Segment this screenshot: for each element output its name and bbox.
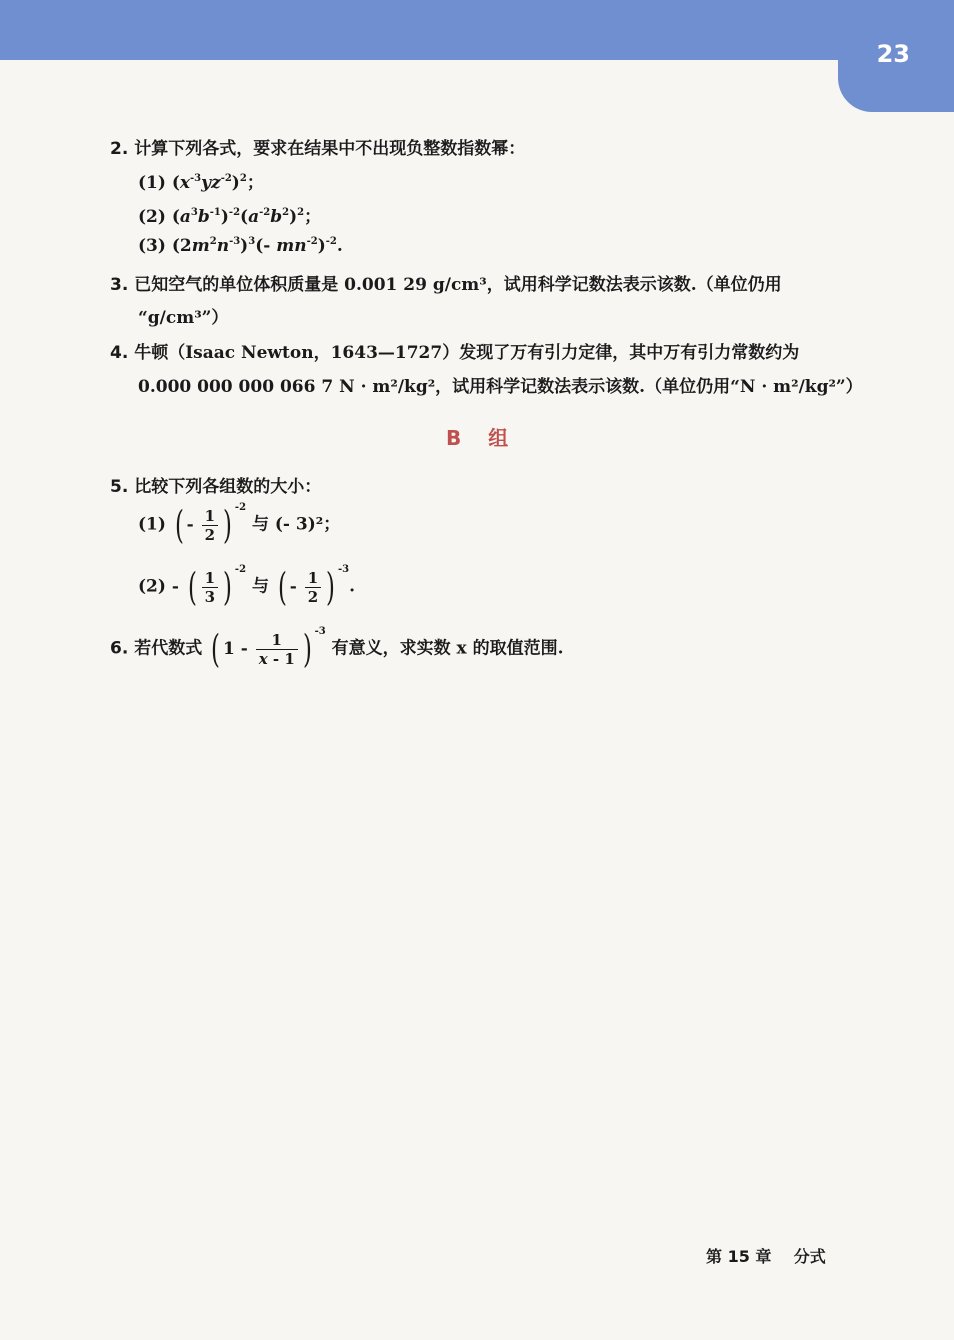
problem-text: 比较下列各组数的大小： bbox=[134, 477, 322, 497]
page-footer bbox=[706, 1244, 826, 1267]
math-expression: - ( $\frac{1}{3}$ ) $^{-2}$ bbox=[171, 563, 247, 609]
problem-number: 5. bbox=[110, 477, 129, 497]
connector-text: 与 bbox=[251, 514, 269, 535]
item-label: (1) bbox=[138, 514, 166, 535]
problem-5-item-1 bbox=[138, 501, 341, 547]
problem-6 bbox=[110, 625, 564, 671]
math-expression: ( 1 - $\frac{1}{x - 1}$ ) $^{-3}$ bbox=[211, 625, 326, 671]
problem-number: 4. bbox=[110, 343, 129, 363]
footer-title: 分式 bbox=[793, 1247, 826, 1266]
footer-chapter: 第 15 章 bbox=[706, 1247, 772, 1266]
problem-lead-text: 若代数式 bbox=[134, 638, 203, 659]
problem-3 bbox=[110, 270, 782, 295]
problem-number: 2. bbox=[110, 139, 129, 159]
item-label: (3) bbox=[138, 236, 166, 256]
problem-text: 已知空气的单位体积质量是 0.001 29 g/cm³，试用科学记数法表示该数.（单位仍用 bbox=[134, 275, 782, 295]
item-label: (1) bbox=[138, 173, 166, 193]
math-expression: ( - $\frac{1}{2}$ ) $^{-2}$ bbox=[174, 501, 247, 547]
item-label: (2) bbox=[138, 207, 166, 227]
connector-text: 与 bbox=[251, 576, 269, 597]
problem-2-item-3 bbox=[138, 236, 343, 256]
math-expression: $(a^3b^{-1})^{-2}(a^{-2}b^2)^2$； bbox=[171, 207, 322, 227]
problem-5-item-2 bbox=[138, 563, 355, 609]
item-label: (2) bbox=[138, 576, 166, 597]
problem-4-continued: 0.000 000 000 066 7 N · m²/kg²，试用科学记数法表示该数.（单位仍用“N · m²/kg²”） bbox=[138, 377, 863, 397]
math-expression: ( - $\frac{1}{2}$ ) $^{-3}$ bbox=[277, 563, 350, 609]
problem-4 bbox=[110, 338, 799, 363]
problem-3-continued: “g/cm³”） bbox=[138, 308, 229, 328]
end-punct: . bbox=[349, 576, 355, 597]
problem-number: 6. bbox=[110, 638, 129, 659]
problem-2-item-2 bbox=[138, 202, 321, 227]
problem-5 bbox=[110, 472, 321, 497]
math-expression-rhs: (- 3)²； bbox=[274, 514, 341, 535]
problem-tail-text: 有意义，求实数 x 的取值范围. bbox=[331, 638, 564, 659]
problem-text: 计算下列各式，要求在结果中不出现负整数指数幂： bbox=[134, 139, 526, 159]
problem-number: 3. bbox=[110, 275, 129, 295]
math-expression: $(x^{-3}yz^{-2})^2$； bbox=[171, 173, 264, 193]
top-color-band bbox=[0, 0, 954, 60]
problem-2-item-1 bbox=[138, 168, 264, 193]
page-number: 23 bbox=[876, 40, 910, 68]
group-b-title: B 组 bbox=[446, 426, 519, 450]
problem-2 bbox=[110, 134, 525, 159]
math-expression: $(2m^2n^{-3})^3(-$ $mn^{-2})^{-2}$. bbox=[171, 236, 343, 256]
problem-text: 牛顿（Isaac Newton，1643—1727）发现了万有引力定律，其中万有引力常数约为 bbox=[134, 343, 800, 363]
